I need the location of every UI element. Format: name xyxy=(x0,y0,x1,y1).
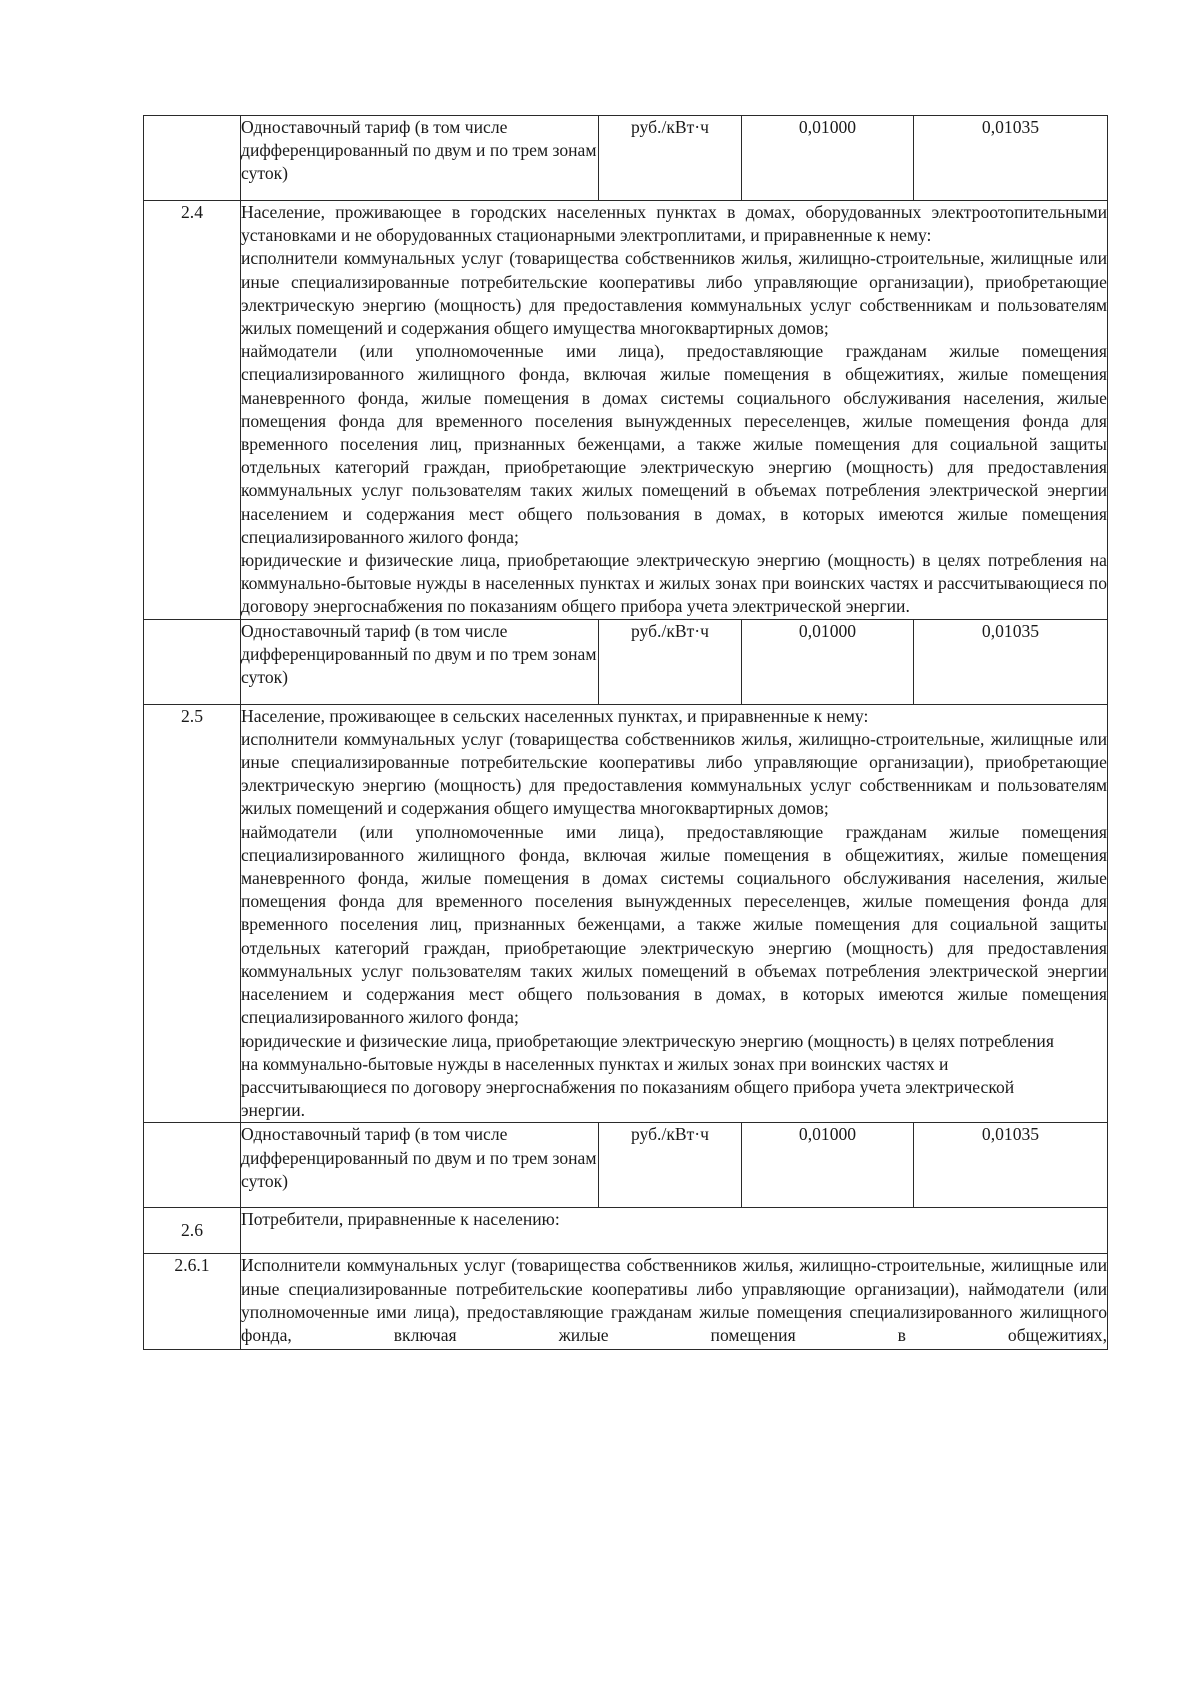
value-cell-1: 0,01000 xyxy=(742,619,914,704)
value-cell-1: 0,01000 xyxy=(742,116,914,201)
tariff-row xyxy=(144,619,1108,704)
section-paragraph: юридические и физические лица, приобретающие электрическую энергию (мощность) в целях потребления на коммунально-бытовые нужды в населенных пунктах и жилых зонах при воинских частях и рассчитывающиеся по договору энергоснабжения по показаниям общего прибора учета электрической энергии. xyxy=(241,1030,1054,1121)
number-cell xyxy=(144,116,241,201)
section-paragraph: Потребители, приравненные к населению: xyxy=(241,1209,560,1230)
section-number: 2.5 xyxy=(144,704,241,1123)
section-paragraph: наймодатели (или уполномоченные ими лица), предоставляющие гражданам жилые помещения специализированного жилищного фонда, включая жилые помещения в общежитиях, жилые помещения маневренного фонда, жилые помещения в домах системы социального обслуживания населения, жилые помещения фонда для временного поселения вынужденных переселенцев, жилые помещения фонда для временного поселения лиц, признанных беженцами, а также жилые помещения для социальной защиты отдельных категорий граждан, приобретающие электрическую энергию (мощность) для предоставления коммунальных услуг пользователям таких жилых помещений в объемах потребления электрической энергии населением и содержания мест общего пользования в домах, в которых имеются жилые помещения специализированного жилого фонда; xyxy=(241,821,1107,1028)
number-cell xyxy=(144,1123,241,1208)
section-number: 2.6.1 xyxy=(144,1254,241,1350)
section-row xyxy=(144,1208,1108,1254)
section-paragraph: Население, проживающее в городских населенных пунктах в домах, оборудованных электроотопительными установками и не оборудованных стационарными электроплитами, и приравненные к нему: xyxy=(241,202,1107,246)
document-page xyxy=(143,115,1107,1350)
tariff-row xyxy=(144,116,1108,201)
section-paragraph: исполнители коммунальных услуг (товарищества собственников жилья, жилищно-строительные, жилищные или иные специализированные потребительские кооперативы либо управляющие организации), приобретающие электрическую энергию (мощность) для предоставления коммунальных услуг собственникам и пользователям жилых помещений и содержания общего имущества многоквартирных домов; xyxy=(241,728,1107,819)
unit-cell: руб./кВт·ч xyxy=(599,116,742,201)
value-cell-2: 0,01035 xyxy=(914,116,1108,201)
section-description xyxy=(241,1254,1108,1350)
value-cell-2: 0,01035 xyxy=(914,619,1108,704)
section-row xyxy=(144,201,1108,620)
section-number: 2.6 xyxy=(144,1208,241,1254)
tariff-name-cell: Одноставочный тариф (в том числе дифференцированный по двум и по трем зонам суток) xyxy=(241,1123,599,1208)
section-description xyxy=(241,201,1108,620)
tariff-row xyxy=(144,1123,1108,1208)
unit-cell: руб./кВт·ч xyxy=(599,619,742,704)
tariff-name-cell: Одноставочный тариф (в том числе дифференцированный по двум и по трем зонам суток) xyxy=(241,116,599,201)
number-cell xyxy=(144,619,241,704)
section-paragraph: юридические и физические лица, приобретающие электрическую энергию (мощность) в целях потребления на коммунально-бытовые нужды в населенных пунктах и жилых зонах при воинских частях и рассчитывающиеся по договору энергоснабжения по показаниям общего прибора учета электрической энергии. xyxy=(241,550,1107,617)
section-description xyxy=(241,1208,1108,1254)
section-paragraph: исполнители коммунальных услуг (товарищества собственников жилья, жилищно-строительные, жилищные или иные специализированные потребительские кооперативы либо управляющие организации), приобретающие электрическую энергию (мощность) для предоставления коммунальных услуг собственникам и пользователям жилых помещений и содержания общего имущества многоквартирных домов; xyxy=(241,248,1107,339)
tariff-table xyxy=(143,115,1108,1350)
section-description xyxy=(241,704,1108,1123)
value-cell-2: 0,01035 xyxy=(914,1123,1108,1208)
value-cell-1: 0,01000 xyxy=(742,1123,914,1208)
section-paragraph: Исполнители коммунальных услуг (товарищества собственников жилья, жилищно-строительные, жилищные или иные специализированные потребительские кооперативы либо управляющие организации), наймодатели (или уполномоченные ими лица), предоставляющие гражданам жилые помещения специализированного жилищного фонда, включая жилые помещения в общежитиях, xyxy=(241,1255,1107,1345)
unit-cell: руб./кВт·ч xyxy=(599,1123,742,1208)
section-number: 2.4 xyxy=(144,201,241,620)
section-paragraph: наймодатели (или уполномоченные ими лица), предоставляющие гражданам жилые помещения специализированного жилищного фонда, включая жилые помещения в общежитиях, жилые помещения маневренного фонда, жилые помещения в домах системы социального обслуживания населения, жилые помещения фонда для временного поселения вынужденных переселенцев, жилые помещения фонда для временного поселения лиц, признанных беженцами, а также жилые помещения для социальной защиты отдельных категорий граждан, приобретающие электрическую энергию (мощность) для предоставления коммунальных услуг пользователям таких жилых помещений в объемах потребления электрической энергии населением и содержания мест общего пользования в домах, в которых имеются жилые помещения специализированного жилого фонда; xyxy=(241,341,1107,547)
section-row xyxy=(144,1254,1108,1350)
section-row xyxy=(144,704,1108,1123)
tariff-name-cell: Одноставочный тариф (в том числе дифференцированный по двум и по трем зонам суток) xyxy=(241,619,599,704)
section-paragraph: Население, проживающее в сельских населенных пунктах, и приравненные к нему: xyxy=(241,705,869,726)
